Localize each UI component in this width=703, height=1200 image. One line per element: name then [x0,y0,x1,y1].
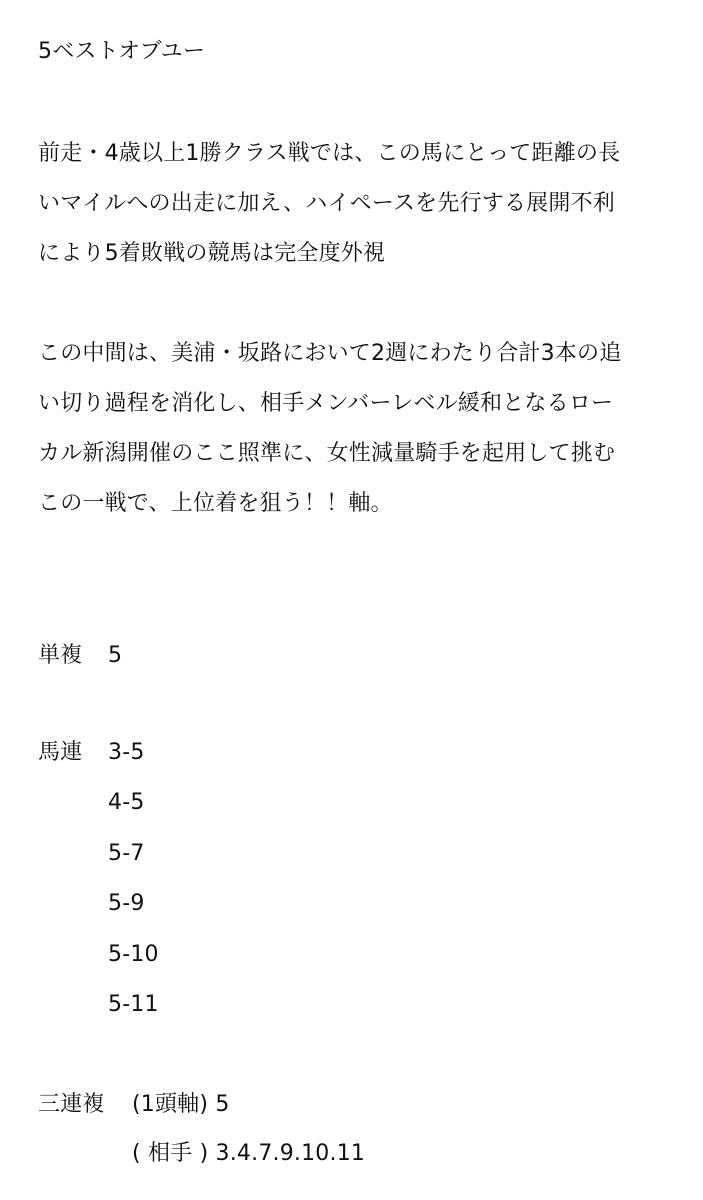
comment-line: いマイルへの出走に加え、ハイペースを先行する展開不利 [38,191,615,216]
bet-tanpuku-value: 5 [108,643,123,668]
horse-title: 5ベストオブユー [38,39,206,64]
comment-line: この一戦で、上位着を狙う！！軸。 [38,491,393,516]
comment-line: この中間は、美浦・坂路において2週にわたり合計3本の追 [38,341,622,366]
bet-umaren-value: 5-9 [108,891,145,916]
bet-umaren-value: 5-7 [108,841,145,866]
bet-sanrenpuku-label: 三連複 [38,1092,105,1117]
bet-umaren-value: 4-5 [108,790,145,815]
comment-line: カル新潟開催のここ照準に、女性減量騎手を起用して挑む [38,441,616,466]
bet-sanrenpuku-axis: (1頭軸) 5 [132,1092,230,1117]
bet-tanpuku-label: 単複 [38,643,83,668]
bet-umaren-value: 5-10 [108,942,159,967]
comment-line: により5着敗戦の競馬は完全度外視 [38,241,386,266]
bet-umaren-value: 3-5 [108,740,145,765]
bet-sanrenpuku-partners: ( 相手 ) 3.4.7.9.10.11 [132,1141,366,1166]
comment-line: い切り過程を消化し、相手メンバーレベル緩和となるロー [38,391,614,416]
comment-line: 前走・4歳以上1勝クラス戦では、この馬にとって距離の長 [38,141,621,166]
bet-umaren-label: 馬連 [38,740,83,765]
bet-umaren-value: 5-11 [108,992,159,1017]
